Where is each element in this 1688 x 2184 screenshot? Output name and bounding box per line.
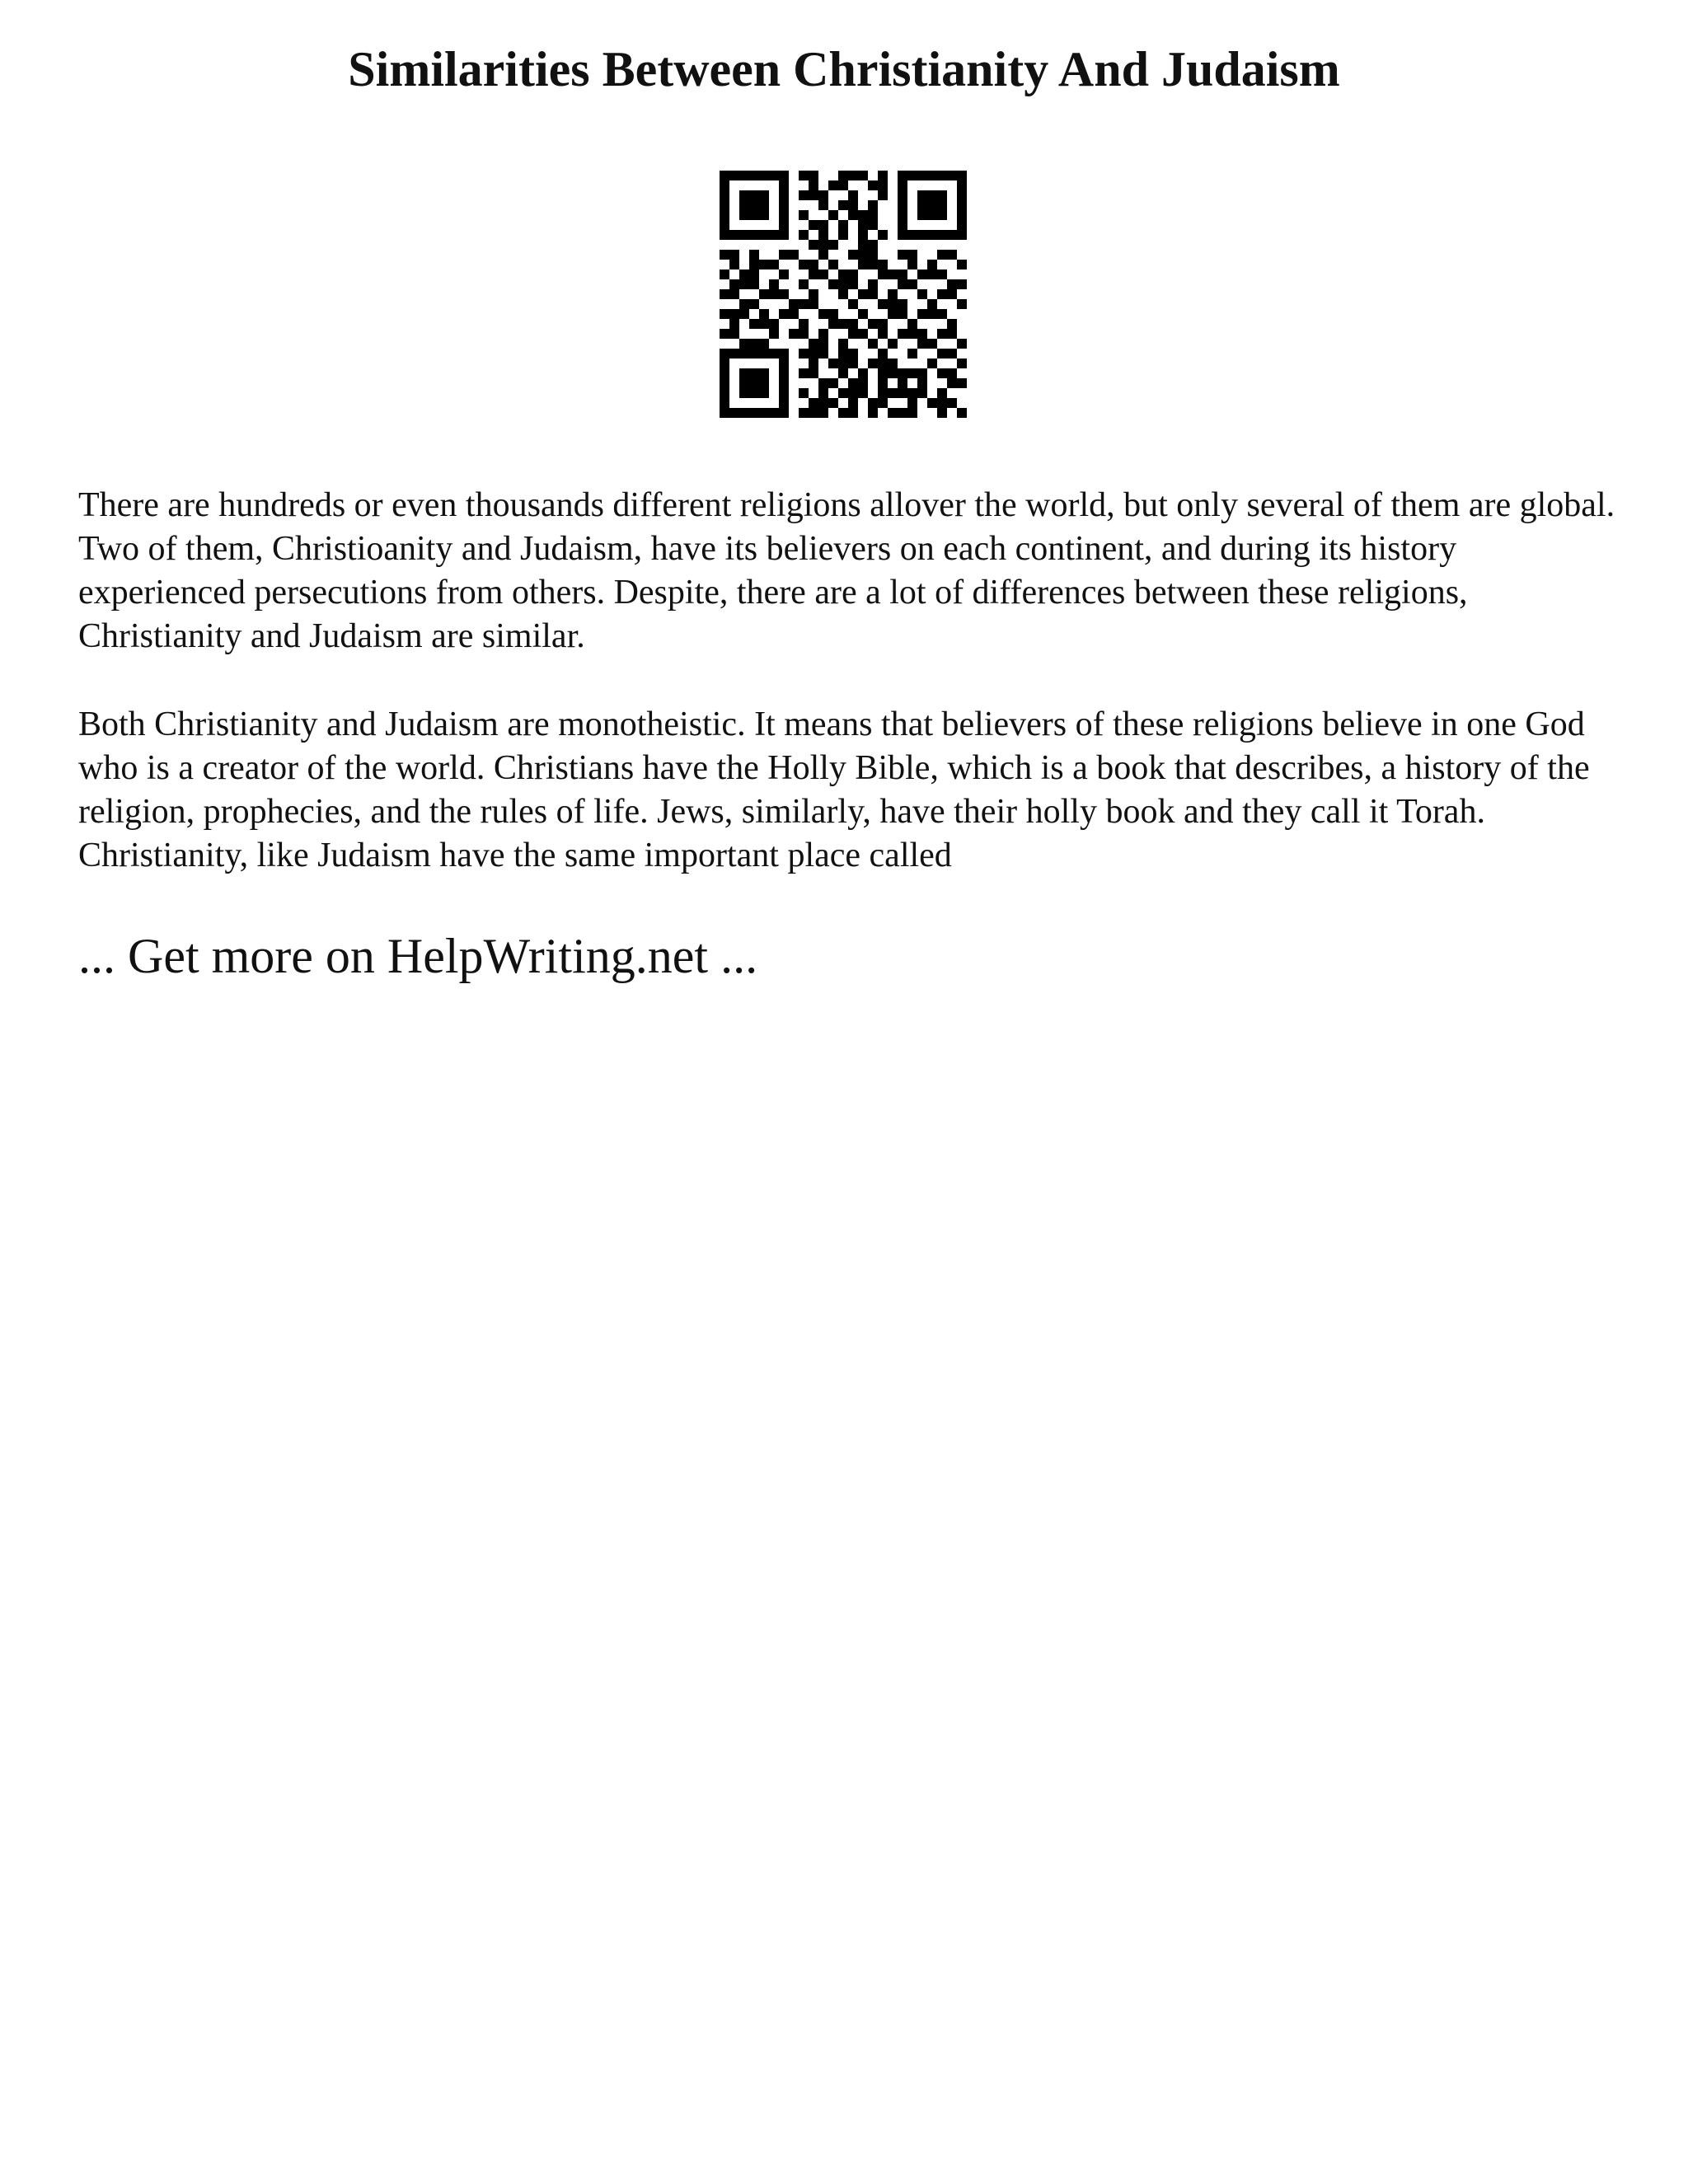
qr-code-icon: [720, 171, 967, 418]
page-title: Similarities Between Christianity And Judaism: [348, 42, 1340, 96]
paragraph-monotheism: Both Christianity and Judaism are monotheistic. It means that believers of these religions believe in one God who is a creator of the world. Christians have the Holly Bible, which is a book that describes, a history of the religion, prophecies, and the rules of life. Jews, similarly, have their holly book and they call it Torah. Christianity, like Judaism have the same important place called: [78, 705, 1590, 874]
get-more-link[interactable]: ... Get more on HelpWriting.net ...: [78, 929, 758, 983]
paragraph-intro: There are hundreds or even thousands different religions allover the world, but only several of them are global. Two of them, Christioanity and Judaism, have its believers on each continent, and during its history experienced persecutions from others. Despite, there are a lot of differences between these religions, Christianity and Judaism are similar.: [78, 486, 1615, 655]
